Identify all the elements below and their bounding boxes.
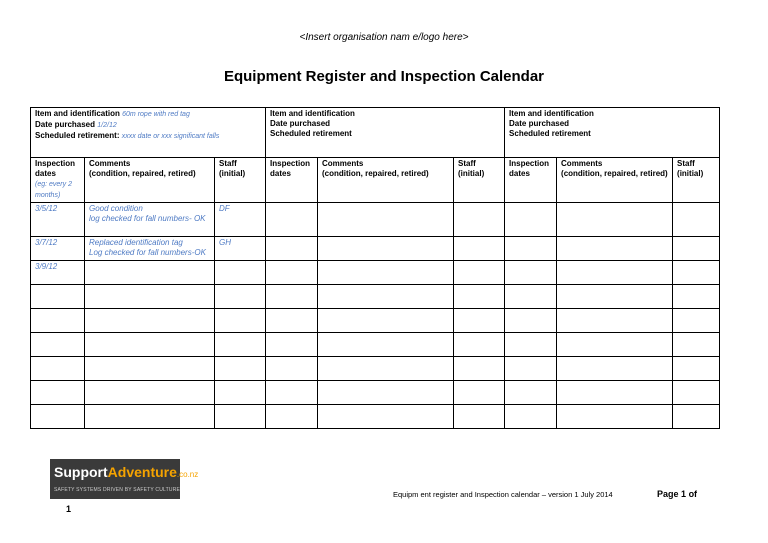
table-row [31,381,720,405]
logo-wordmark: SupportAdventure.co.nz [54,464,199,480]
logo-tagline: SAFETY SYSTEMS DRIVEN BY SAFETY CULTURE [54,487,181,493]
staff-header: Staff (initial) [454,158,505,203]
inspection-date-cell[interactable] [266,203,318,237]
inspection-date-cell[interactable]: 3/7/12 [31,237,85,261]
date-purchased-label: Date purchased [270,119,331,128]
table-row [31,333,720,357]
table-row [31,203,720,237]
inspection-date-cell[interactable] [505,203,557,237]
equipment-register-table [30,107,720,429]
staff-cell[interactable] [673,261,720,285]
comment-cell[interactable] [318,203,454,237]
staff-cell[interactable] [454,203,505,237]
inspection-hint: (eg: every 2 months) [35,181,72,199]
item-label: Item and identification [509,109,594,118]
comment-cell[interactable] [318,261,454,285]
organisation-placeholder: <Insert organisation nam e/logo here> [299,32,469,43]
item-label: Item and identification [35,109,120,118]
comments-header: Comments (condition, repaired, retired) [557,158,673,203]
comment-cell[interactable] [85,261,215,285]
inspection-dates-header: Inspection dates (eg: every 2 months) [31,158,85,203]
inspection-date-cell[interactable] [505,261,557,285]
date-purchased-value: 1/2/12 [97,122,117,129]
comment-cell[interactable] [318,237,454,261]
page-indicator: Page 1 of [657,489,698,499]
inspection-date-cell[interactable] [266,237,318,261]
table-row [31,285,720,309]
staff-cell[interactable] [215,261,266,285]
scheduled-retirement-label: Scheduled retirement [509,129,591,138]
staff-cell[interactable] [454,237,505,261]
staff-cell[interactable]: GH [215,237,266,261]
item-block-3 [505,108,720,158]
item-block-2 [266,108,505,158]
comments-header: Comments (condition, repaired, retired) [318,158,454,203]
item-label: Item and identification [270,109,355,118]
comment-cell[interactable] [557,261,673,285]
staff-cell[interactable] [673,237,720,261]
inspection-date-cell[interactable]: 3/9/12 [31,261,85,285]
table-row [31,405,720,429]
support-adventure-logo [50,459,199,499]
staff-cell[interactable] [673,203,720,237]
comment-cell[interactable]: Good condition log checked for fall numbers- OK [85,203,215,237]
page-title: Equipment Register and Inspection Calendar [223,68,545,85]
item-header-row [31,108,720,158]
scheduled-retirement-label: Scheduled retirement [35,131,117,140]
comments-header: Comments (condition, repaired, retired) [85,158,215,203]
inspection-dates-header: Inspection dates [266,158,318,203]
inspection-dates-header: Inspection dates [505,158,557,203]
scheduled-retirement-value: xxxx date or xxx significant falls [121,133,220,140]
staff-header: Staff (initial) [215,158,266,203]
comment-cell[interactable] [557,203,673,237]
staff-cell[interactable] [454,261,505,285]
date-purchased-label: Date purchased [35,120,96,129]
table-row [31,309,720,333]
item-block-1: Item and identification 60m rope with red tag Date purchased 1/2/12 Scheduled retirement: xxxx date or xxx significant falls [31,108,266,158]
date-purchased-label: Date purchased [509,119,570,128]
column-header-row [31,158,720,203]
inspection-date-cell[interactable]: 3/5/12 [31,203,85,237]
table-row [31,357,720,381]
scheduled-retirement-label: Scheduled retirement [270,129,352,138]
staff-cell[interactable]: DF [215,203,266,237]
comment-cell[interactable]: Replaced identification tag Log checked for fall numbers-OK [85,237,215,261]
table-row [31,237,720,261]
table-row [31,261,720,285]
document-version: Equipm ent register and Inspection calendar – version 1 July 2014 [393,490,613,499]
comment-cell[interactable] [557,237,673,261]
staff-header: Staff (initial) [673,158,720,203]
page-number: 1 [66,504,72,514]
inspection-date-cell[interactable] [266,261,318,285]
inspection-date-cell[interactable] [505,237,557,261]
item-value: 60m rope with red tag [122,111,190,118]
